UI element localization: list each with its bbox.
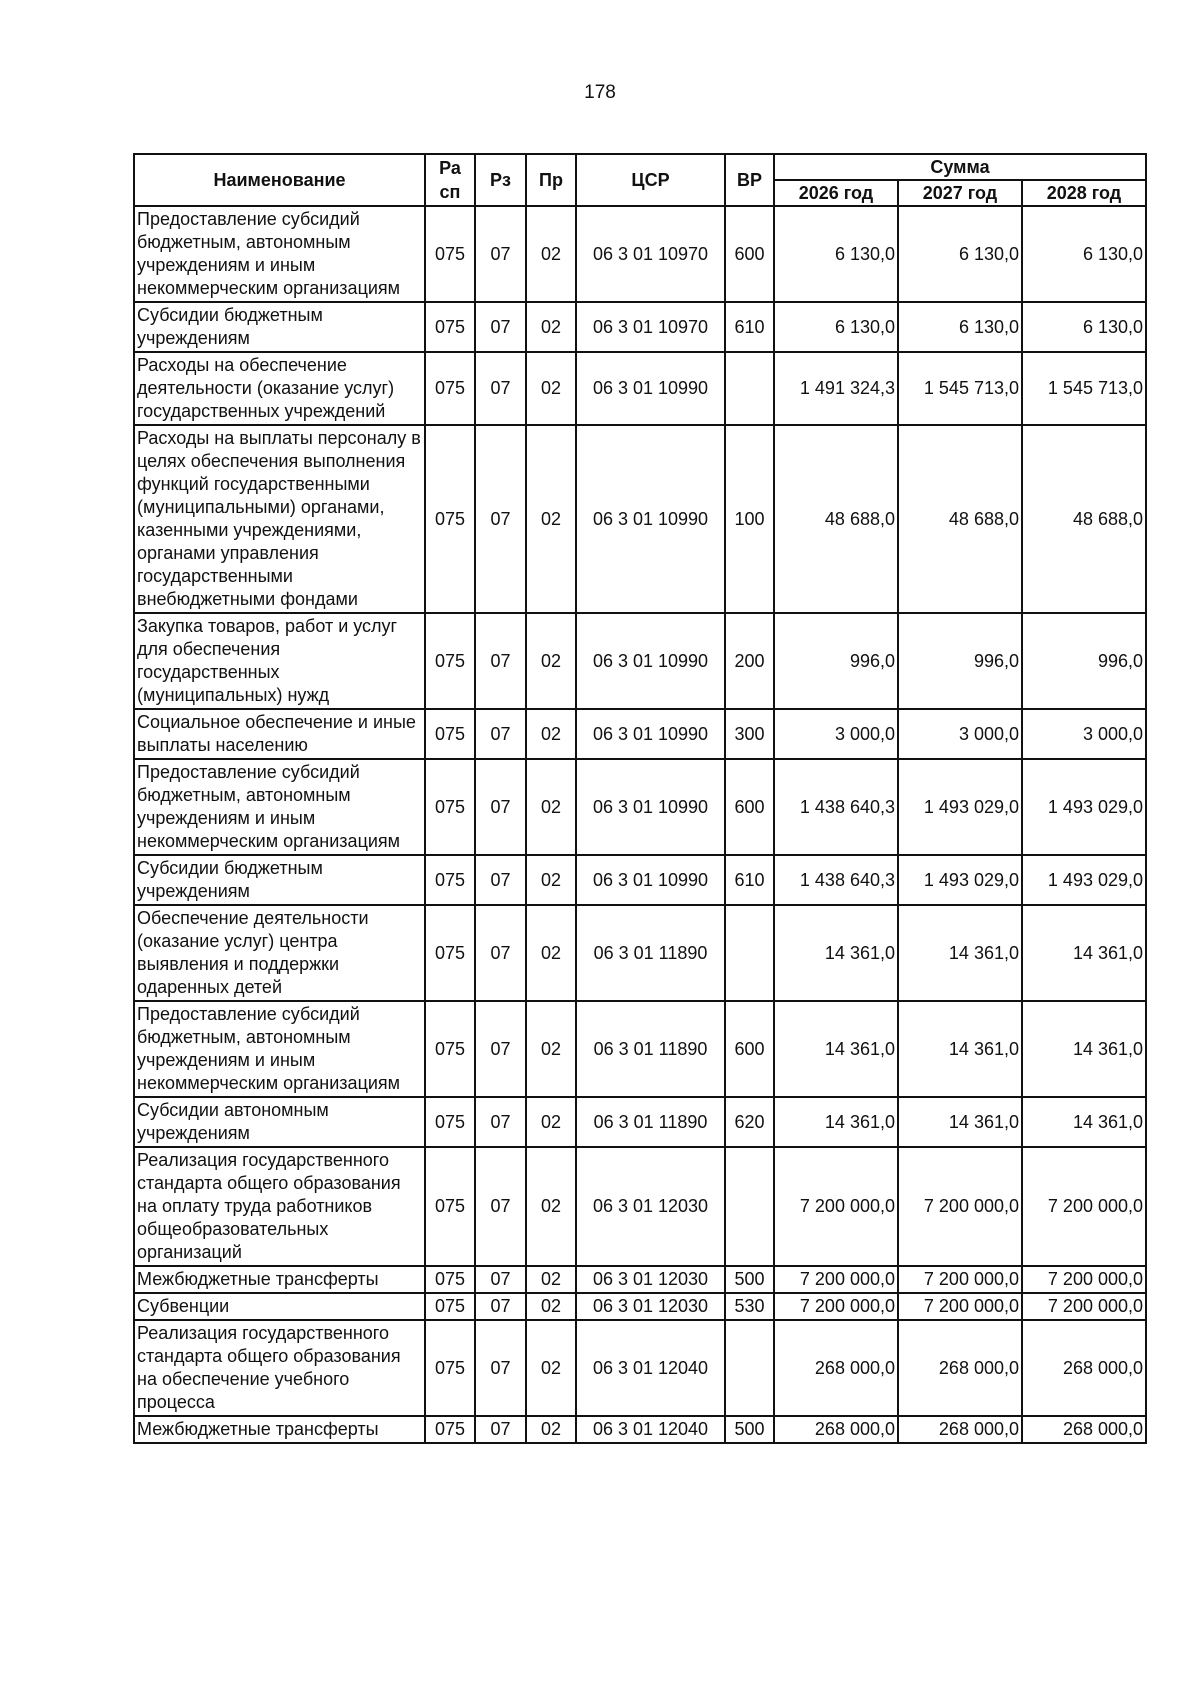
cell-2027: 1 545 713,0 [898, 352, 1022, 425]
cell-name: Субсидии автономным учреждениям [134, 1097, 425, 1147]
cell-vr: 610 [725, 302, 774, 352]
cell-rz: 07 [475, 1147, 526, 1266]
cell-name: Субсидии бюджетным учреждениям [134, 302, 425, 352]
table-row [134, 759, 1146, 855]
cell-pr: 02 [526, 855, 576, 905]
cell-pr: 02 [526, 709, 576, 759]
cell-name: Расходы на обеспечение деятельности (оказание услуг) государственных учреждений [134, 352, 425, 425]
cell-csr: 06 3 01 10990 [576, 425, 725, 613]
cell-pr: 02 [526, 352, 576, 425]
cell-name: Обеспечение деятельности (оказание услуг) центра выявления и поддержки одаренных детей [134, 905, 425, 1001]
cell-vr: 600 [725, 206, 774, 302]
cell-vr [725, 1320, 774, 1416]
cell-csr: 06 3 01 12030 [576, 1293, 725, 1320]
cell-pr: 02 [526, 759, 576, 855]
cell-vr: 620 [725, 1097, 774, 1147]
cell-rasp: 075 [425, 1001, 475, 1097]
cell-pr: 02 [526, 206, 576, 302]
header-2026: 2026 год [774, 180, 898, 206]
cell-csr: 06 3 01 12040 [576, 1416, 725, 1443]
cell-name: Предоставление субсидий бюджетным, автономным учреждениям и иным некоммерческим организациям [134, 206, 425, 302]
cell-2028: 1 493 029,0 [1022, 855, 1146, 905]
table-row [134, 206, 1146, 302]
cell-rz: 07 [475, 709, 526, 759]
cell-2027: 1 493 029,0 [898, 759, 1022, 855]
cell-rasp: 075 [425, 709, 475, 759]
cell-name: Социальное обеспечение и иные выплаты населению [134, 709, 425, 759]
cell-csr: 06 3 01 12030 [576, 1266, 725, 1293]
cell-2026: 268 000,0 [774, 1416, 898, 1443]
table-row [134, 1416, 1146, 1443]
cell-rz: 07 [475, 425, 526, 613]
cell-2026: 48 688,0 [774, 425, 898, 613]
cell-2026: 6 130,0 [774, 206, 898, 302]
cell-name: Реализация государственного стандарта общего образования на обеспечение учебного процесса [134, 1320, 425, 1416]
cell-2026: 14 361,0 [774, 1097, 898, 1147]
cell-2028: 7 200 000,0 [1022, 1147, 1146, 1266]
table-row [134, 1320, 1146, 1416]
cell-2026: 996,0 [774, 613, 898, 709]
table-row [134, 1147, 1146, 1266]
cell-vr: 530 [725, 1293, 774, 1320]
cell-rz: 07 [475, 1293, 526, 1320]
header-pr: Пр [526, 154, 576, 206]
cell-2027: 14 361,0 [898, 905, 1022, 1001]
cell-name: Предоставление субсидий бюджетным, автономным учреждениям и иным некоммерческим организациям [134, 759, 425, 855]
cell-2026: 1 491 324,3 [774, 352, 898, 425]
cell-2028: 6 130,0 [1022, 302, 1146, 352]
table-row [134, 1293, 1146, 1320]
cell-2028: 14 361,0 [1022, 1001, 1146, 1097]
cell-rz: 07 [475, 1320, 526, 1416]
cell-csr: 06 3 01 11890 [576, 905, 725, 1001]
cell-rz: 07 [475, 759, 526, 855]
cell-rz: 07 [475, 855, 526, 905]
header-sum: Сумма [774, 154, 1146, 180]
cell-name: Расходы на выплаты персоналу в целях обеспечения выполнения функций государственными (муниципальными) органами, казенными учреждениями, органами управления государственными внебюджетными фондами [134, 425, 425, 613]
cell-csr: 06 3 01 11890 [576, 1097, 725, 1147]
cell-vr [725, 905, 774, 1001]
cell-2027: 7 200 000,0 [898, 1293, 1022, 1320]
cell-csr: 06 3 01 10990 [576, 759, 725, 855]
cell-csr: 06 3 01 10970 [576, 302, 725, 352]
table-row [134, 613, 1146, 709]
header-csr: ЦСР [576, 154, 725, 206]
cell-pr: 02 [526, 1416, 576, 1443]
cell-csr: 06 3 01 11890 [576, 1001, 725, 1097]
cell-rz: 07 [475, 1001, 526, 1097]
budget-table [133, 153, 1147, 1444]
cell-name: Субвенции [134, 1293, 425, 1320]
cell-vr [725, 352, 774, 425]
header-2027: 2027 год [898, 180, 1022, 206]
table-row [134, 1266, 1146, 1293]
cell-pr: 02 [526, 1001, 576, 1097]
cell-vr [725, 1147, 774, 1266]
cell-2028: 268 000,0 [1022, 1320, 1146, 1416]
cell-csr: 06 3 01 10990 [576, 709, 725, 759]
cell-2027: 6 130,0 [898, 302, 1022, 352]
cell-2028: 14 361,0 [1022, 1097, 1146, 1147]
cell-2027: 48 688,0 [898, 425, 1022, 613]
cell-rasp: 075 [425, 759, 475, 855]
cell-name: Межбюджетные трансферты [134, 1416, 425, 1443]
cell-rasp: 075 [425, 855, 475, 905]
cell-rasp: 075 [425, 352, 475, 425]
cell-csr: 06 3 01 10990 [576, 352, 725, 425]
table-row [134, 855, 1146, 905]
table-row [134, 1097, 1146, 1147]
cell-rasp: 075 [425, 1416, 475, 1443]
header-vr: ВР [725, 154, 774, 206]
cell-2027: 14 361,0 [898, 1097, 1022, 1147]
table-header [134, 154, 1146, 206]
header-2028: 2028 год [1022, 180, 1146, 206]
cell-csr: 06 3 01 12030 [576, 1147, 725, 1266]
header-rasp: Ра сп [425, 154, 475, 206]
cell-pr: 02 [526, 905, 576, 1001]
cell-pr: 02 [526, 1320, 576, 1416]
cell-csr: 06 3 01 12040 [576, 1320, 725, 1416]
cell-pr: 02 [526, 1097, 576, 1147]
cell-2026: 7 200 000,0 [774, 1266, 898, 1293]
cell-2027: 996,0 [898, 613, 1022, 709]
cell-rz: 07 [475, 1097, 526, 1147]
cell-csr: 06 3 01 10990 [576, 613, 725, 709]
cell-rasp: 075 [425, 1147, 475, 1266]
cell-csr: 06 3 01 10970 [576, 206, 725, 302]
cell-2026: 1 438 640,3 [774, 759, 898, 855]
cell-rasp: 075 [425, 1320, 475, 1416]
table-row [134, 352, 1146, 425]
page-number: 178 [584, 82, 616, 103]
cell-pr: 02 [526, 1147, 576, 1266]
cell-2027: 6 130,0 [898, 206, 1022, 302]
cell-rz: 07 [475, 302, 526, 352]
cell-2026: 1 438 640,3 [774, 855, 898, 905]
cell-vr: 500 [725, 1266, 774, 1293]
table-row [134, 709, 1146, 759]
table-body [134, 206, 1146, 1443]
table-row [134, 425, 1146, 613]
cell-2028: 7 200 000,0 [1022, 1293, 1146, 1320]
cell-2026: 268 000,0 [774, 1320, 898, 1416]
cell-vr: 300 [725, 709, 774, 759]
cell-2026: 14 361,0 [774, 1001, 898, 1097]
cell-vr: 500 [725, 1416, 774, 1443]
cell-rasp: 075 [425, 206, 475, 302]
cell-2026: 14 361,0 [774, 905, 898, 1001]
cell-2026: 7 200 000,0 [774, 1293, 898, 1320]
cell-rz: 07 [475, 613, 526, 709]
cell-2027: 1 493 029,0 [898, 855, 1022, 905]
cell-name: Межбюджетные трансферты [134, 1266, 425, 1293]
cell-rz: 07 [475, 352, 526, 425]
cell-2028: 14 361,0 [1022, 905, 1146, 1001]
cell-vr: 100 [725, 425, 774, 613]
table-row [134, 905, 1146, 1001]
cell-2028: 48 688,0 [1022, 425, 1146, 613]
cell-2027: 3 000,0 [898, 709, 1022, 759]
cell-2028: 996,0 [1022, 613, 1146, 709]
cell-2028: 3 000,0 [1022, 709, 1146, 759]
header-name: Наименование [134, 154, 425, 206]
cell-vr: 600 [725, 759, 774, 855]
cell-rasp: 075 [425, 613, 475, 709]
cell-csr: 06 3 01 10990 [576, 855, 725, 905]
header-rz: Рз [475, 154, 526, 206]
cell-pr: 02 [526, 1266, 576, 1293]
table-row [134, 302, 1146, 352]
cell-pr: 02 [526, 1293, 576, 1320]
cell-rasp: 075 [425, 1266, 475, 1293]
cell-2028: 7 200 000,0 [1022, 1266, 1146, 1293]
cell-pr: 02 [526, 302, 576, 352]
cell-name: Закупка товаров, работ и услуг для обеспечения государственных (муниципальных) нужд [134, 613, 425, 709]
cell-vr: 600 [725, 1001, 774, 1097]
cell-vr: 200 [725, 613, 774, 709]
cell-rz: 07 [475, 206, 526, 302]
cell-name: Субсидии бюджетным учреждениям [134, 855, 425, 905]
cell-2028: 268 000,0 [1022, 1416, 1146, 1443]
cell-name: Предоставление субсидий бюджетным, автономным учреждениям и иным некоммерческим организациям [134, 1001, 425, 1097]
cell-rz: 07 [475, 1266, 526, 1293]
cell-rz: 07 [475, 905, 526, 1001]
table-row [134, 1001, 1146, 1097]
cell-rasp: 075 [425, 1097, 475, 1147]
cell-2028: 1 493 029,0 [1022, 759, 1146, 855]
cell-2026: 3 000,0 [774, 709, 898, 759]
cell-rasp: 075 [425, 905, 475, 1001]
cell-2028: 1 545 713,0 [1022, 352, 1146, 425]
cell-rz: 07 [475, 1416, 526, 1443]
cell-2027: 268 000,0 [898, 1320, 1022, 1416]
cell-rasp: 075 [425, 302, 475, 352]
cell-2026: 6 130,0 [774, 302, 898, 352]
cell-2027: 14 361,0 [898, 1001, 1022, 1097]
cell-rasp: 075 [425, 1293, 475, 1320]
cell-2026: 7 200 000,0 [774, 1147, 898, 1266]
cell-rasp: 075 [425, 425, 475, 613]
cell-name: Реализация государственного стандарта общего образования на оплату труда работников общеобразовательных организаций [134, 1147, 425, 1266]
cell-vr: 610 [725, 855, 774, 905]
cell-2028: 6 130,0 [1022, 206, 1146, 302]
cell-pr: 02 [526, 613, 576, 709]
cell-2027: 268 000,0 [898, 1416, 1022, 1443]
cell-pr: 02 [526, 425, 576, 613]
cell-2027: 7 200 000,0 [898, 1147, 1022, 1266]
cell-2027: 7 200 000,0 [898, 1266, 1022, 1293]
